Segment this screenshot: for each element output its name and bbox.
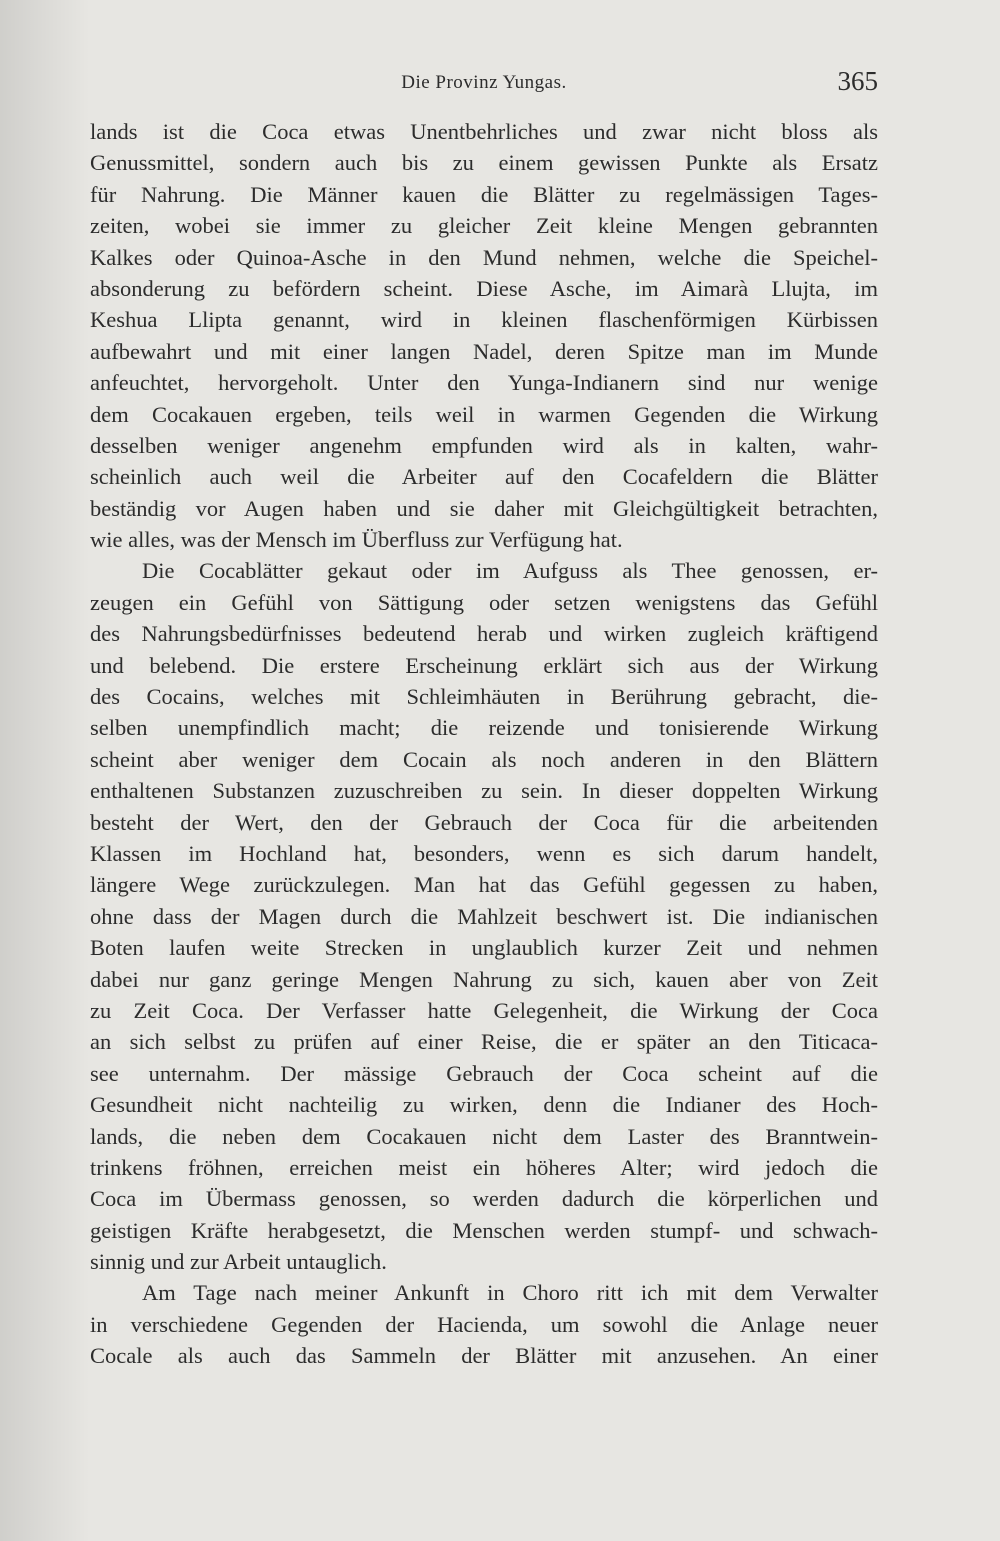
paragraph: [90, 1277, 878, 1371]
text-line: aufbewahrt und mit einer langen Nadel, deren Spitze man im Munde: [90, 338, 878, 364]
text-line: Kalkes oder Quinoa-Asche in den Mund nehmen, welche die Speichel-: [90, 244, 878, 270]
text-line: Cocale als auch das Sammeln der Blätter mit anzusehen. An einer: [90, 1343, 878, 1369]
text-line: sinnig und zur Arbeit untauglich.: [90, 1249, 387, 1275]
text-line: längere Wege zurückzulegen. Man hat das Gefühl gegessen zu haben,: [90, 872, 878, 898]
text-line: geistigen Kräfte herabgesetzt, die Menschen werden stumpf- und schwach-: [90, 1217, 878, 1243]
text-line: Klassen im Hochland hat, besonders, wenn es sich darum handelt,: [90, 840, 878, 866]
text-line: absonderung zu befördern scheint. Diese Asche, im Aimarà Llujta, im: [90, 275, 878, 301]
text-line: für Nahrung. Die Männer kauen die Blätter zu regelmässigen Tages-: [90, 181, 878, 207]
text-line: zeiten, wobei sie immer zu gleicher Zeit kleine Mengen gebrannten: [90, 213, 878, 239]
text-line: Coca im Übermass genossen, so werden dadurch die körperlichen und: [90, 1186, 878, 1212]
text-line: selben unempfindlich macht; die reizende und tonisierende Wirkung: [90, 715, 878, 741]
text-line: wie alles, was der Mensch im Überfluss zur Verfügung hat.: [90, 527, 623, 553]
body-text: [90, 116, 878, 1372]
text-line: trinkens fröhnen, erreichen meist ein höheres Alter; wird jedoch die: [90, 1154, 878, 1180]
text-line: des Nahrungsbedürfnisses bedeutend herab und wirken zugleich kräftigend: [90, 621, 878, 647]
text-line: Keshua Llipta genannt, wird in kleinen flaschenförmigen Kürbissen: [90, 307, 878, 333]
page-number: 365: [837, 66, 878, 96]
text-line: beständig vor Augen haben und sie daher mit Gleichgültigkeit betrachten,: [90, 495, 878, 521]
text-line: anfeuchtet, hervorgeholt. Unter den Yunga-Indianern sind nur wenige: [90, 370, 878, 396]
text-line: desselben weniger angenehm empfunden wird als in kalten, wahr-: [90, 432, 878, 458]
text-line: dem Cocakauen ergeben, teils weil in warmen Gegenden die Wirkung: [90, 401, 878, 427]
text-line: scheinlich auch weil die Arbeiter auf den Cocafeldern die Blätter: [90, 464, 878, 490]
text-line: ohne dass der Magen durch die Mahlzeit beschwert ist. Die indianischen: [90, 903, 878, 929]
running-head: [90, 66, 878, 106]
text-line: dabei nur ganz geringe Mengen Nahrung zu sich, kauen aber von Zeit: [90, 966, 878, 992]
text-line: in verschiedene Gegenden der Hacienda, um sowohl die Anlage neuer: [90, 1311, 878, 1337]
text-line: enthaltenen Substanzen zuzuschreiben zu sein. In dieser doppelten Wirkung: [90, 778, 878, 804]
text-line: besteht der Wert, den der Gebrauch der Coca für die arbeitenden: [90, 809, 878, 835]
text-line: lands ist die Coca etwas Unentbehrliches und zwar nicht bloss als: [90, 119, 878, 144]
running-title: Die Provinz Yungas.: [401, 72, 567, 93]
text-line: zu Zeit Coca. Der Verfasser hatte Gelegenheit, die Wirkung der Coca: [90, 997, 878, 1023]
text-line: zeugen ein Gefühl von Sättigung oder setzen wenigstens das Gefühl: [90, 589, 878, 615]
text-line: Genussmittel, sondern auch bis zu einem gewissen Punkte als Ersatz: [90, 150, 878, 176]
text-line: Die Cocablätter gekaut oder im Aufguss als Thee genossen, er-: [142, 558, 878, 584]
text-line: und belebend. Die erstere Erscheinung erklärt sich aus der Wirkung: [90, 652, 878, 678]
text-line: des Cocains, welches mit Schleimhäuten in Berührung gebracht, die-: [90, 684, 878, 710]
text-line: scheint aber weniger dem Cocain als noch anderen in den Blättern: [90, 746, 878, 772]
text-line: Boten laufen weite Strecken in unglaublich kurzer Zeit und nehmen: [90, 935, 878, 961]
text-line: Gesundheit nicht nachteilig zu wirken, denn die Indianer des Hoch-: [90, 1092, 878, 1118]
text-line: Am Tage nach meiner Ankunft in Choro ritt ich mit dem Verwalter: [142, 1280, 878, 1306]
text-line: lands, die neben dem Cocakauen nicht dem Laster des Branntwein-: [90, 1123, 878, 1149]
text-line: an sich selbst zu prüfen auf einer Reise, die er später an den Titicaca-: [90, 1029, 878, 1055]
paragraph: [90, 555, 878, 1277]
paragraph: [90, 116, 878, 555]
text-line: see unternahm. Der mässige Gebrauch der Coca scheint auf die: [90, 1060, 878, 1086]
